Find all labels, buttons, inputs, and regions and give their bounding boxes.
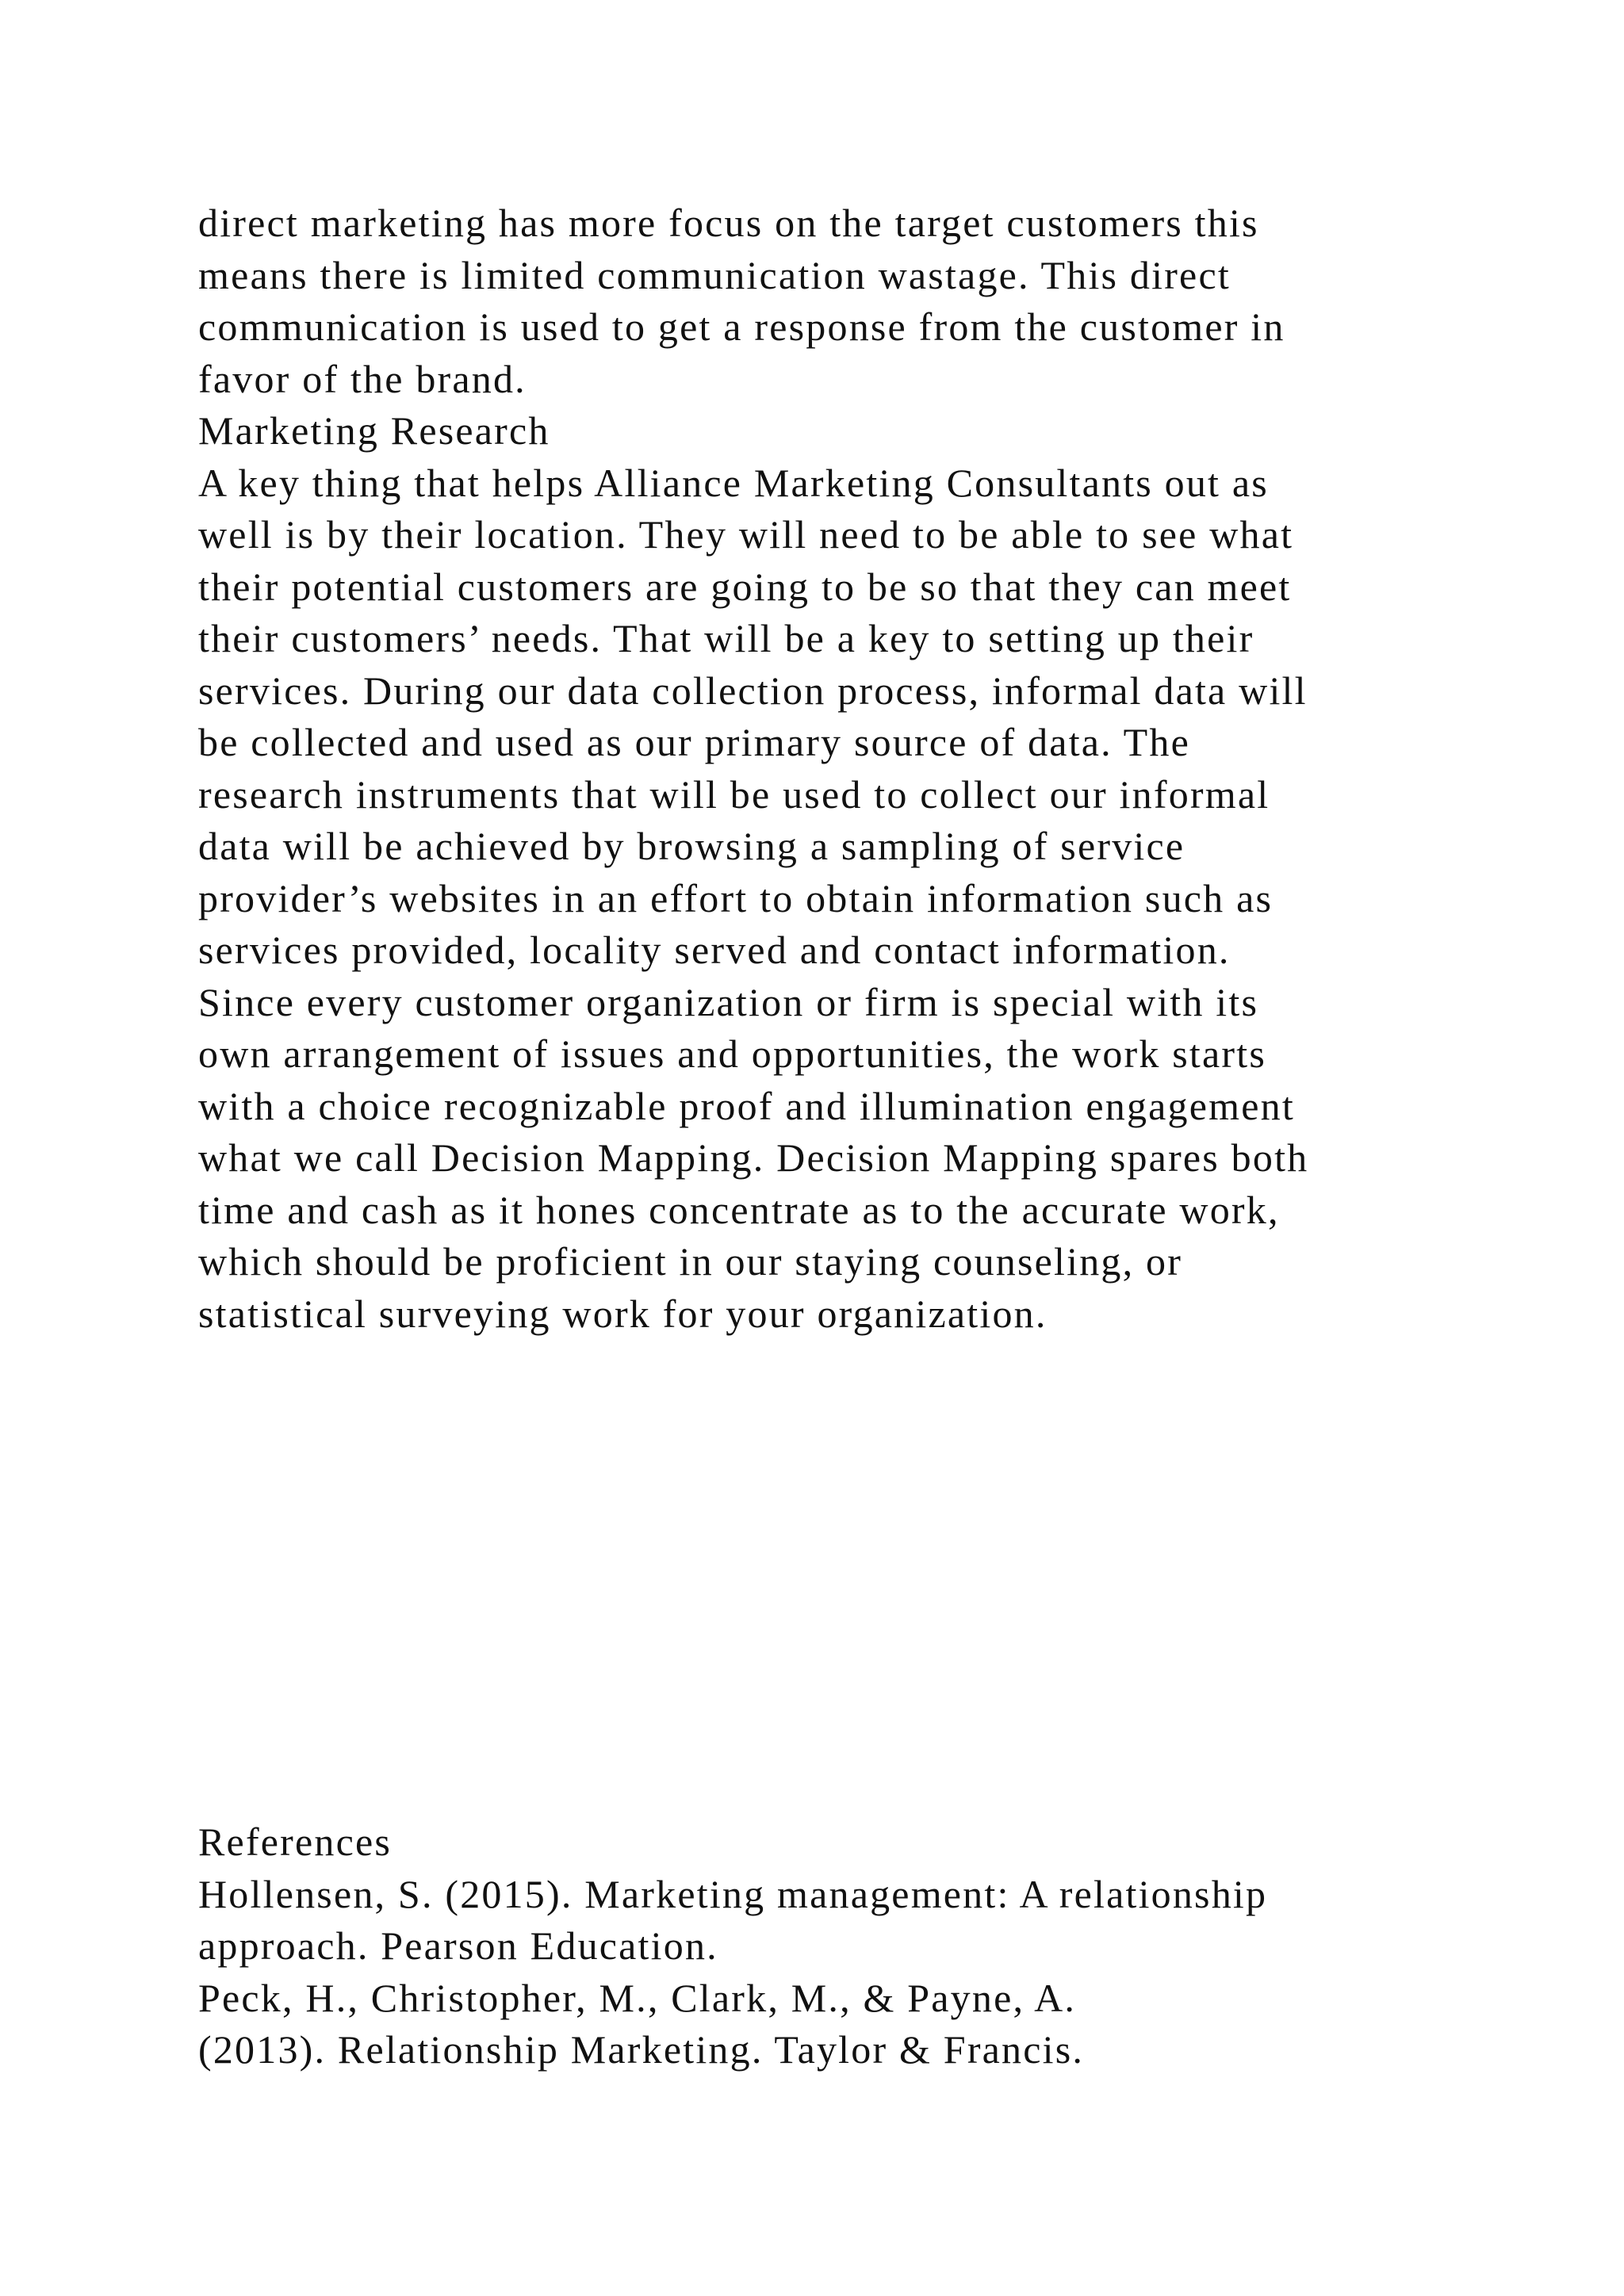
text-line: favor of the brand. (198, 356, 527, 401)
text-line: well is by their location. They will need to be able to see what (198, 512, 1294, 557)
text-line: be collected and used as our primary source of data. The (198, 720, 1191, 764)
text-line: time and cash as it hones concentrate as to the accurate work, (198, 1187, 1280, 1232)
text-line: services. During our data collection process, informal data will (198, 668, 1308, 713)
text-line: provider’s websites in an effort to obtain information such as (198, 875, 1274, 920)
text-line: research instruments that will be used to collect our informal (198, 771, 1270, 817)
text-line: their customers’ needs. That will be a key to setting up their (198, 616, 1254, 660)
text-line: their potential customers are going to be so that they can meet (198, 564, 1292, 609)
section-heading-marketing-research: Marketing Research (198, 408, 550, 453)
text-line: which should be proficient in our staying counseling, or (198, 1239, 1183, 1284)
text-line: A key thing that helps Alliance Marketing Consultants out as (198, 460, 1269, 505)
references-section (198, 1816, 1267, 2076)
text-line: Since every customer organization or firm is special with its (198, 979, 1259, 1024)
text-line: own arrangement of issues and opportunities, the work starts (198, 1031, 1267, 1076)
reference-line: Peck, H., Christopher, M., Clark, M., & Payne, A. (198, 1975, 1077, 2020)
reference-line: Hollensen, S. (2015). Marketing management: A relationship (198, 1871, 1268, 1916)
reference-line: (2013). Relationship Marketing. Taylor & Francis. (198, 2027, 1085, 2072)
text-line: statistical surveying work for your organization. (198, 1291, 1048, 1336)
text-line: what we call Decision Mapping. Decision Mapping spares both (198, 1135, 1309, 1180)
references-heading: References (198, 1820, 393, 1864)
reference-line: approach. Pearson Education. (198, 1923, 718, 1968)
body-text (198, 197, 1308, 1340)
text-line: direct marketing has more focus on the target customers this (198, 201, 1259, 245)
text-line: means there is limited communication wastage. This direct (198, 252, 1231, 297)
text-line: communication is used to get a response from the customer in (198, 304, 1285, 349)
text-line: with a choice recognizable proof and illumination engagement (198, 1083, 1295, 1128)
text-line: services provided, locality served and contact information. (198, 928, 1231, 972)
text-line: data will be achieved by browsing a sampling of service (198, 824, 1185, 868)
